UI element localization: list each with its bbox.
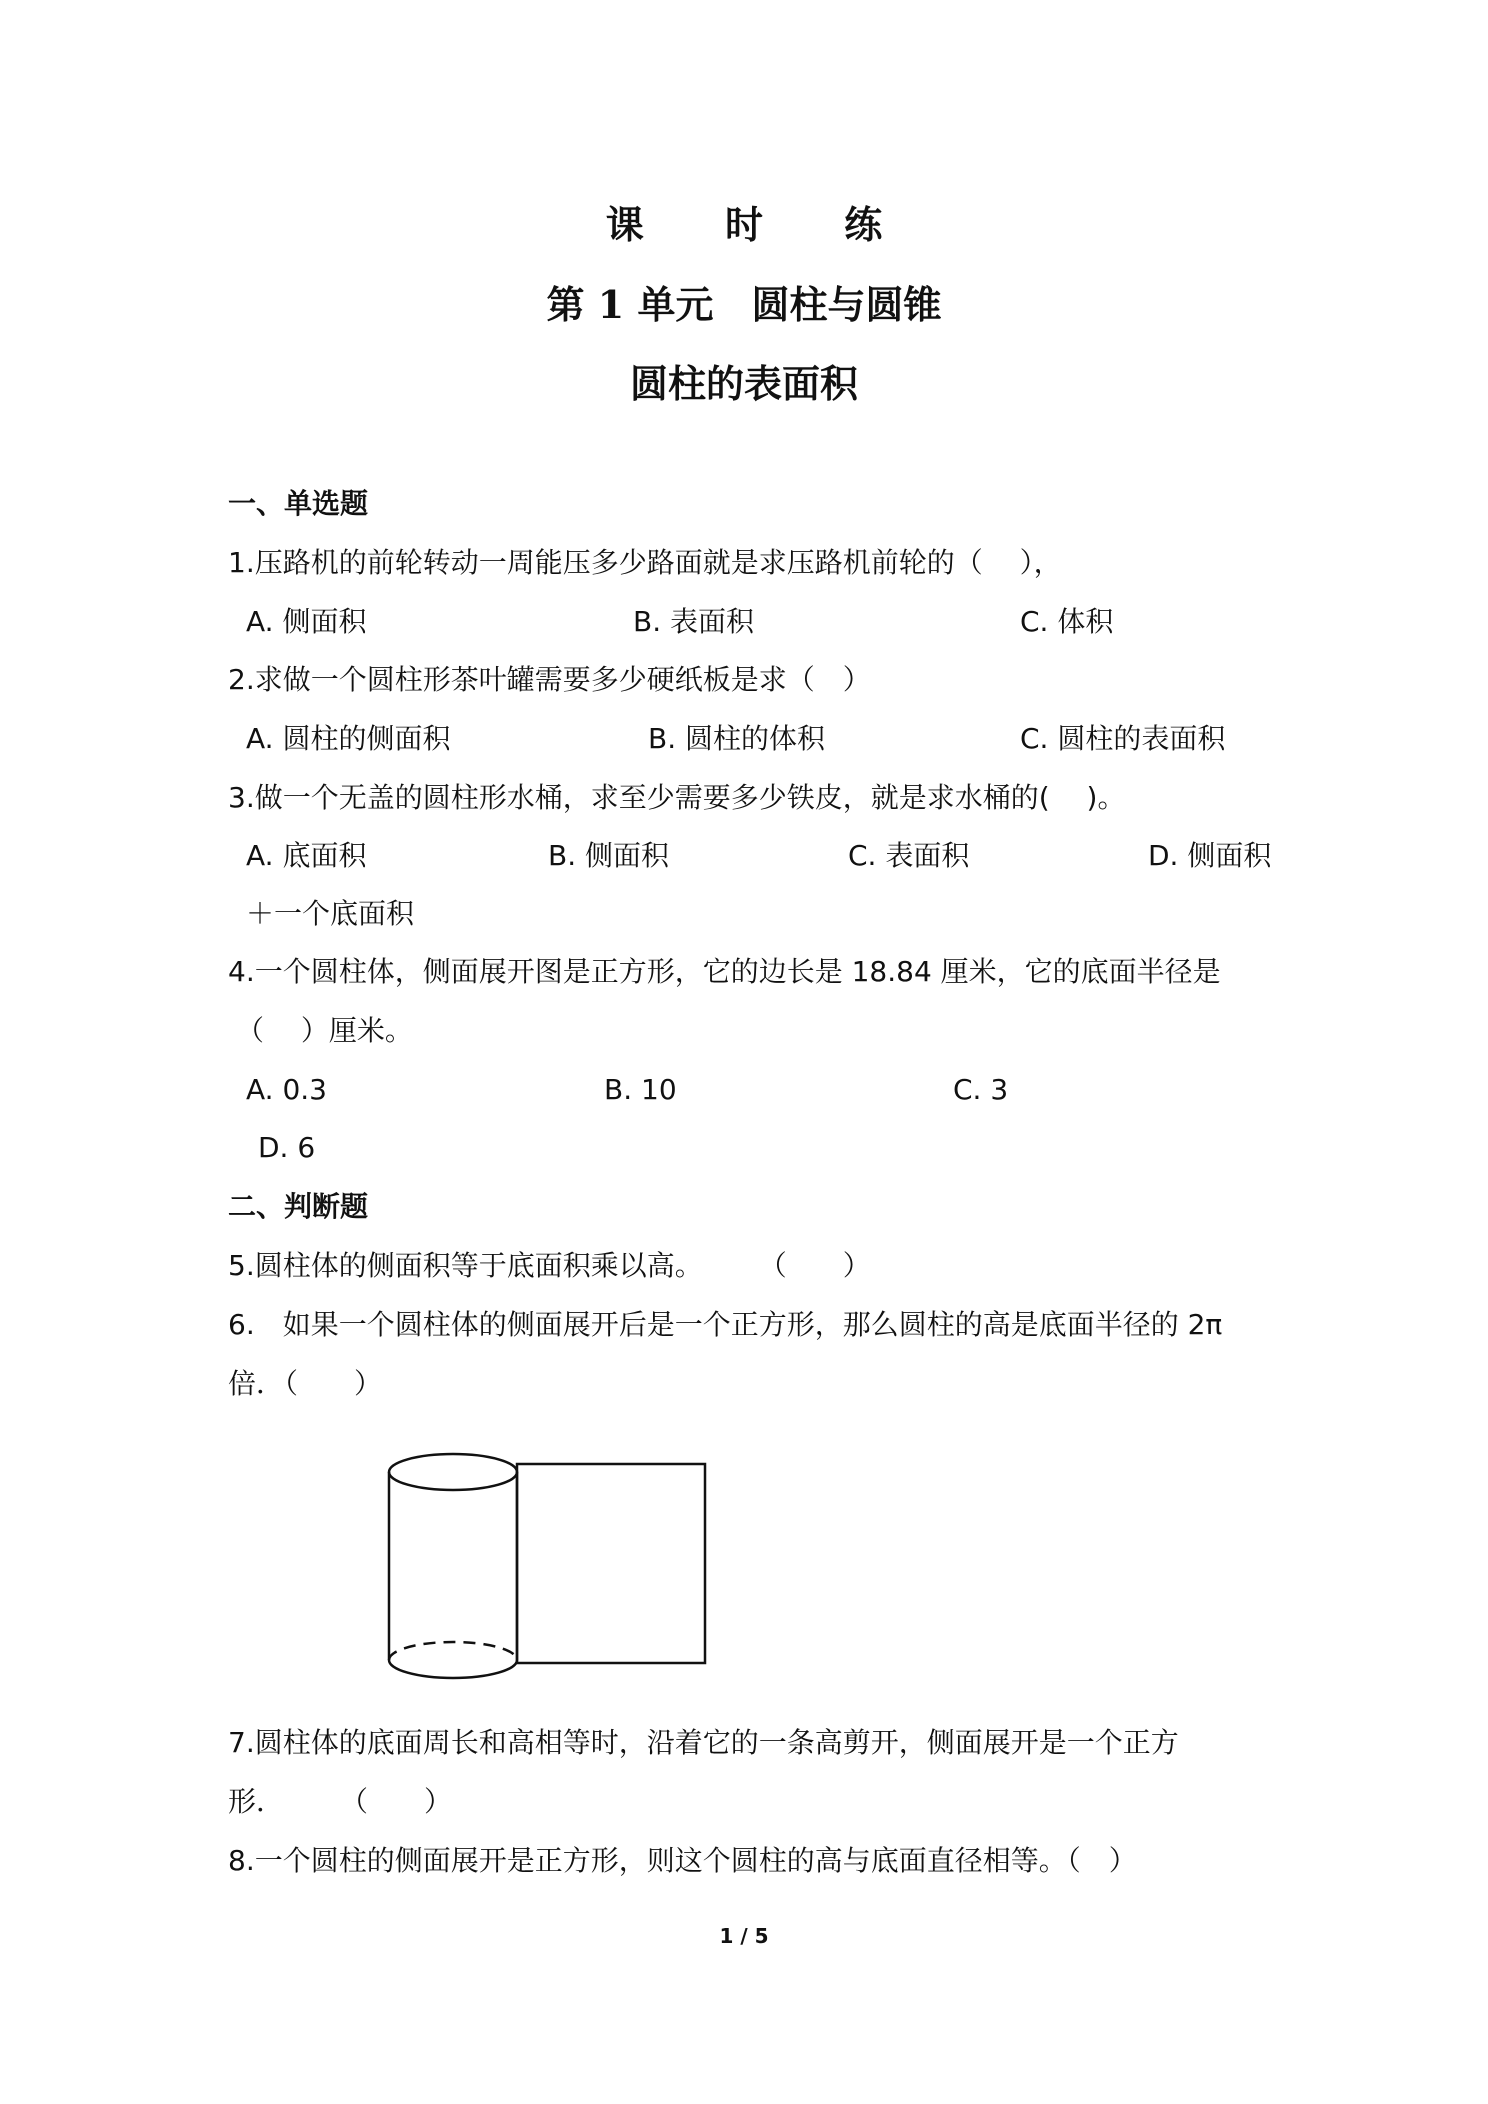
question-6-line-2: 倍．（ ） [228, 1367, 383, 1400]
question-6: 6. 如果一个圆柱体的侧面展开后是一个正方形，那么圆柱的高是底面半径的 2π [228, 1308, 1223, 1341]
question-3: 3.做一个无盖的圆柱形水桶，求至少需要多少铁皮，就是求水桶的( )。 [228, 781, 1126, 814]
question-4-line-2: （ ）厘米。 [236, 1014, 413, 1047]
unit-title: 第 1 单元 圆柱与圆锥 [546, 282, 942, 327]
q2-option-b: B. 圆柱的体积 [648, 722, 826, 755]
q3-option-d-continuation: ＋一个底面积 [246, 897, 415, 930]
q4-option-c: C. 3 [953, 1073, 1009, 1106]
question-4: 4.一个圆柱体，侧面展开图是正方形，它的边长是 18.84 厘米，它的底面半径是 [228, 955, 1221, 988]
question-2: 2.求做一个圆柱形茶叶罐需要多少硬纸板是求（ ） [228, 663, 871, 696]
q3-option-a: A. 底面积 [246, 839, 367, 872]
q1-option-c: C. 体积 [1020, 605, 1114, 638]
question-7-line-2: 形． （ ） [228, 1785, 453, 1818]
question-7: 7.圆柱体的底面周长和高相等时，沿着它的一条高剪开，侧面展开是一个正方 [228, 1726, 1179, 1759]
unfolded-square [517, 1464, 705, 1663]
cylinder-unfold-figure [380, 1450, 720, 1690]
q1-option-b: B. 表面积 [633, 605, 755, 638]
q2-option-a: A. 圆柱的侧面积 [246, 722, 451, 755]
question-5: 5.圆柱体的侧面积等于底面积乘以高。 （ ） [228, 1249, 871, 1282]
cylinder-bottom-front-arc [389, 1660, 517, 1678]
q3-option-d: D. 侧面积 [1148, 839, 1272, 872]
q1-option-a: A. 侧面积 [246, 605, 367, 638]
doc-title: 课 时 练 [605, 202, 917, 247]
question-8: 8.一个圆柱的侧面展开是正方形，则这个圆柱的高与底面直径相等。（ ） [228, 1844, 1137, 1877]
q4-option-a: A. 0.3 [246, 1073, 327, 1106]
cylinder-top-ellipse [389, 1454, 517, 1490]
cylinder-bottom-back-arc [389, 1642, 517, 1660]
q3-option-b: B. 侧面积 [548, 839, 670, 872]
q2-option-c: C. 圆柱的表面积 [1020, 722, 1226, 755]
page-number: 1 / 5 [719, 1924, 769, 1948]
question-1: 1.压路机的前轮转动一周能压多少路面就是求压路机前轮的（ ）， [228, 546, 1062, 579]
section-heading-true-false: 二、判断题 [228, 1190, 369, 1223]
lesson-title: 圆柱的表面积 [629, 361, 858, 406]
q3-option-c: C. 表面积 [848, 839, 970, 872]
q4-option-b: B. 10 [604, 1073, 677, 1106]
section-heading-single-choice: 一、单选题 [228, 487, 369, 520]
q4-option-d: D. 6 [258, 1131, 316, 1164]
